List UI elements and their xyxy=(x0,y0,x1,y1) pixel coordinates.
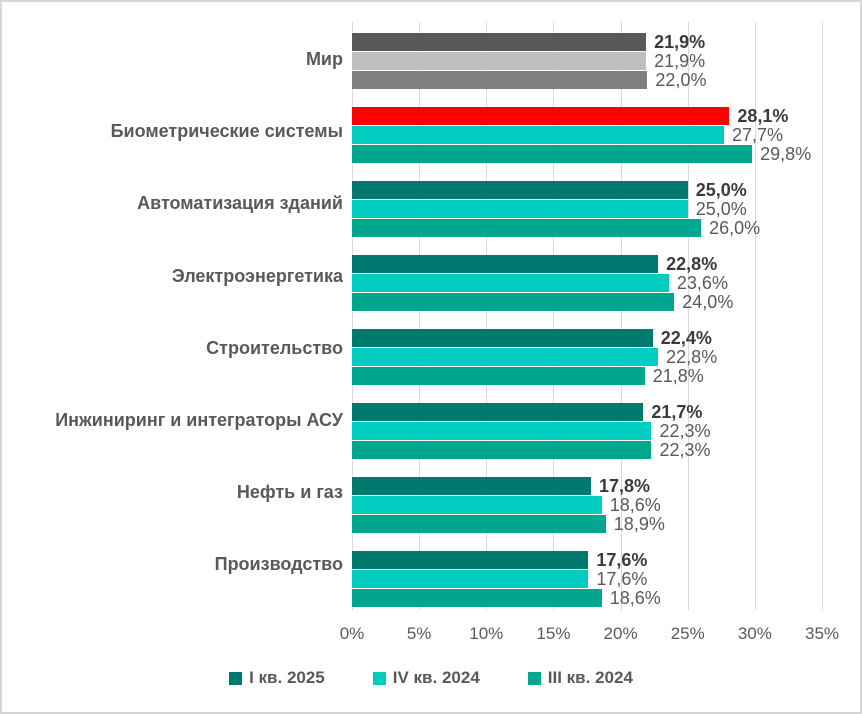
bar-row xyxy=(352,293,822,311)
bar-value-label: 17,8% xyxy=(599,476,651,496)
bar-group xyxy=(352,181,822,237)
bar-row xyxy=(352,126,822,144)
bar-series-2 xyxy=(352,570,588,588)
bar-value-label: 21,7% xyxy=(651,402,703,422)
x-axis-tick-label: 5% xyxy=(406,624,432,643)
category-label: Биометрические системы xyxy=(110,121,343,142)
bar-value-label: 22,4% xyxy=(660,328,712,348)
bar-row xyxy=(352,570,822,588)
x-axis-tick-label: 15% xyxy=(536,624,571,643)
legend-label: I кв. 2025 xyxy=(249,668,325,687)
bar-series-2 xyxy=(352,200,688,218)
bar-row xyxy=(352,477,822,495)
bar-value-label: 21,9% xyxy=(654,32,706,52)
legend-swatch xyxy=(528,672,541,685)
legend-swatch xyxy=(229,672,242,685)
legend-item xyxy=(229,668,325,688)
bar-value-label: 21,8% xyxy=(652,366,704,386)
bar-group xyxy=(352,477,822,533)
bar-value-label: 26,0% xyxy=(709,218,761,238)
bar-group xyxy=(352,551,822,607)
bar-value-label: 21,9% xyxy=(654,51,706,71)
bar-value-label: 28,1% xyxy=(737,106,789,126)
bar-series-3 xyxy=(352,515,606,533)
category-label: Производство xyxy=(214,554,343,575)
bar-row xyxy=(352,52,822,70)
bar-row xyxy=(352,348,822,366)
bar-row xyxy=(352,33,822,51)
bar-series-3 xyxy=(352,145,752,163)
bar-row xyxy=(352,403,822,421)
category-label: Электроэнергетика xyxy=(171,265,343,286)
bar-series-1 xyxy=(352,181,688,199)
bar-value-label: 22,3% xyxy=(659,440,711,460)
x-axis-tick-label: 25% xyxy=(670,624,705,643)
bar-value-label: 27,7% xyxy=(731,125,784,145)
bar-series-1 xyxy=(352,255,658,273)
bar-series-1 xyxy=(352,107,729,125)
bar-row xyxy=(352,367,822,385)
bar-rows xyxy=(352,22,822,607)
bar-row xyxy=(352,219,822,237)
bar-series-3 xyxy=(352,293,674,311)
bar-row xyxy=(352,515,822,533)
category-label: Мир xyxy=(305,49,343,70)
bar-value-label: 23,6% xyxy=(676,273,728,293)
x-axis-tick-label: 20% xyxy=(603,624,638,643)
bar-series-2 xyxy=(352,274,669,292)
bar-group xyxy=(352,255,822,311)
bar-row xyxy=(352,589,822,607)
category-label: Инжиниринг и интеграторы АСУ xyxy=(55,409,343,430)
bar-series-2 xyxy=(352,126,724,144)
bar-row xyxy=(352,255,822,273)
bar-series-3 xyxy=(352,219,701,237)
legend xyxy=(2,668,860,688)
bar-series-3 xyxy=(352,71,647,89)
bar-row xyxy=(352,107,822,125)
bar-row xyxy=(352,441,822,459)
category-label: Строительство xyxy=(206,337,343,358)
bar-series-1 xyxy=(352,329,653,347)
bar-value-label: 25,0% xyxy=(695,199,747,219)
bar-row xyxy=(352,422,822,440)
bar-series-2 xyxy=(352,348,658,366)
bar-series-2 xyxy=(352,496,602,514)
legend-label: III кв. 2024 xyxy=(547,668,633,687)
bar-value-label: 17,6% xyxy=(596,569,648,589)
category-labels xyxy=(2,22,352,610)
bar-series-2 xyxy=(352,52,646,70)
bar-series-2 xyxy=(352,422,651,440)
bar-value-label: 22,8% xyxy=(666,347,718,367)
bar-series-1 xyxy=(352,403,643,421)
bar-series-1 xyxy=(352,33,646,51)
category-label: Автоматизация зданий xyxy=(137,193,343,214)
x-axis-tick-label: 30% xyxy=(737,624,772,643)
bar-value-label: 18,6% xyxy=(609,588,661,608)
legend-label: IV кв. 2024 xyxy=(392,668,480,687)
plot-area xyxy=(352,22,822,610)
bar-series-3 xyxy=(352,441,651,459)
legend-swatch xyxy=(373,672,386,685)
bar-value-label: 22,3% xyxy=(659,421,711,441)
bar-row xyxy=(352,274,822,292)
x-axis-tick-label: 35% xyxy=(804,624,840,643)
bar-series-1 xyxy=(352,551,588,569)
category-label: Нефть и газ xyxy=(236,481,343,502)
bar-series-1 xyxy=(352,477,591,495)
bar-group xyxy=(352,33,822,89)
bar-row xyxy=(352,200,822,218)
bar-value-label: 29,8% xyxy=(760,144,812,164)
bar-group xyxy=(352,329,822,385)
bar-row xyxy=(352,496,822,514)
bar-value-label: 25,0% xyxy=(695,180,747,200)
legend-item xyxy=(373,668,480,688)
bar-value-label: 24,0% xyxy=(682,292,734,312)
legend-item xyxy=(528,668,633,688)
bar-value-label: 22,8% xyxy=(666,254,718,274)
bar-group xyxy=(352,107,822,163)
bar-value-label: 18,9% xyxy=(613,514,665,534)
x-axis xyxy=(339,624,840,644)
bar-row xyxy=(352,181,822,199)
bar-row xyxy=(352,71,822,89)
bar-row xyxy=(352,551,822,569)
bar-series-3 xyxy=(352,367,645,385)
bar-value-label: 22,0% xyxy=(655,70,707,90)
bar-value-label: 17,6% xyxy=(596,550,648,570)
bar-value-label: 18,6% xyxy=(609,495,661,515)
bar-row xyxy=(352,329,822,347)
gridline xyxy=(822,22,823,610)
x-axis-tick-label: 0% xyxy=(339,624,365,643)
bar-group xyxy=(352,403,822,459)
x-axis-tick-label: 10% xyxy=(469,624,504,643)
bar-series-3 xyxy=(352,589,602,607)
bar-row xyxy=(352,145,822,163)
